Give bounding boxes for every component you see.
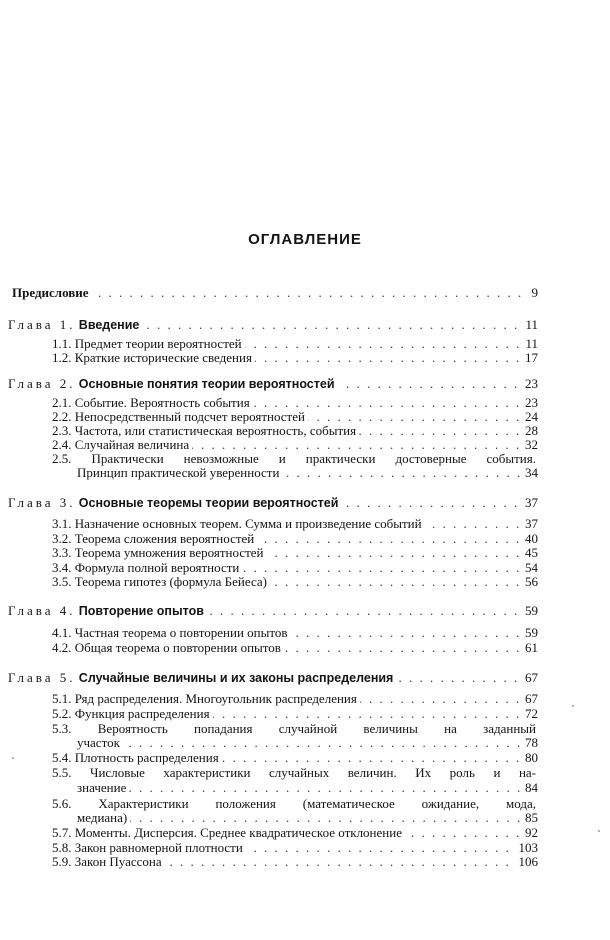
section-title: Числовые характеристики случайных величин. Их роль и на-	[90, 765, 536, 780]
toc-section[interactable]	[0, 410, 610, 424]
page-number: 23	[522, 377, 538, 391]
chapter-label: Глава 3.	[8, 495, 76, 510]
section-title: Краткие исторические сведения	[74, 350, 252, 365]
page-number: 32	[522, 438, 538, 452]
section-number: 5.5.	[52, 765, 72, 780]
page-number: 80	[522, 751, 538, 765]
section-number: 5.2.	[52, 706, 72, 721]
toc-section[interactable]	[0, 707, 610, 721]
page-number: 61	[522, 641, 538, 655]
toc-section-line-1[interactable]	[0, 797, 610, 811]
toc-section[interactable]	[0, 561, 610, 575]
page-number: 106	[516, 855, 539, 869]
page-number: 37	[522, 517, 538, 531]
page-number: 59	[522, 626, 538, 640]
page-number: 85	[522, 811, 538, 825]
toc-section[interactable]	[0, 546, 610, 560]
section-title-cont: Принцип практической уверенности	[77, 466, 282, 480]
toc-section[interactable]	[0, 826, 610, 840]
toc-section-line-2[interactable]	[0, 466, 610, 480]
leader-dots	[76, 811, 538, 825]
section-title: Характеристики положения (математическое ожидание, мода,	[98, 796, 536, 811]
section-number: 2.4.	[52, 437, 72, 452]
section-title: Ряд распределения. Многоугольник распределения	[74, 691, 357, 706]
toc-section[interactable]	[0, 438, 610, 452]
section-number: 4.2.	[52, 640, 72, 655]
section-title: Частная теорема о повторении опытов	[74, 625, 288, 640]
toc-section-line-2[interactable]	[0, 736, 610, 750]
chapter-title: Случайные величины и их законы распределения	[78, 671, 394, 685]
toc-chapter-4[interactable]	[0, 604, 610, 618]
section-title: Назначение основных теорем. Сумма и произведение событий	[74, 516, 422, 531]
page-number: 9	[529, 286, 539, 300]
section-number: 3.5.	[52, 574, 72, 589]
page-number: 28	[522, 424, 538, 438]
page-number: 24	[522, 410, 538, 424]
section-number: 2.1.	[52, 395, 72, 410]
toc-section[interactable]	[0, 751, 610, 765]
toc-chapter-2[interactable]	[0, 377, 610, 391]
section-number: 5.1.	[52, 691, 72, 706]
section-title: Функция распределения	[74, 706, 210, 721]
toc-section-line-1[interactable]	[0, 766, 610, 780]
page-number: 11	[522, 318, 538, 332]
toc-section[interactable]	[0, 641, 610, 655]
section-title-cont: значение	[77, 781, 129, 795]
toc-chapter-1[interactable]	[0, 318, 610, 332]
page-number: 84	[522, 781, 538, 795]
toc-section[interactable]	[0, 396, 610, 410]
page-number: 92	[522, 826, 538, 840]
section-number: 5.7.	[52, 825, 72, 840]
toc-section[interactable]	[0, 351, 610, 365]
section-number: 2.5.	[52, 451, 72, 466]
chapter-label: Глава 1.	[8, 317, 76, 332]
toc-section[interactable]	[0, 424, 610, 438]
toc-section[interactable]	[0, 692, 610, 706]
toc-section-line-1[interactable]	[0, 452, 610, 466]
page-number: 59	[522, 604, 538, 618]
section-title: Формула полной вероятности	[74, 560, 240, 575]
toc-chapter-3[interactable]	[0, 496, 610, 510]
chapter-label: Глава 4.	[8, 603, 76, 618]
section-title: Непосредственный подсчет вероятностей	[74, 409, 305, 424]
section-title: Моменты. Дисперсия. Среднее квадратическое отклонение	[74, 825, 402, 840]
section-number: 4.1.	[52, 625, 72, 640]
section-title: Плотность распределения	[74, 750, 219, 765]
toc-section[interactable]	[0, 517, 610, 531]
section-title-cont: медиана)	[77, 811, 130, 825]
section-title: Закон Пуассона	[74, 854, 162, 869]
page-number: 40	[522, 532, 538, 546]
page-number: 67	[522, 671, 538, 685]
page-number: 72	[522, 707, 538, 721]
scan-speck	[12, 757, 14, 759]
toc-section[interactable]	[0, 855, 610, 869]
chapter-title: Основные понятия теории вероятностей	[78, 377, 335, 391]
section-title: Частота, или статистическая вероятность, события	[74, 423, 357, 438]
section-title: Практически невозможные и практически достоверные события.	[91, 451, 536, 466]
section-number: 3.1.	[52, 516, 72, 531]
section-number: 2.2.	[52, 409, 72, 424]
page-number: 37	[522, 496, 538, 510]
chapter-title: Основные теоремы теории вероятностей	[78, 496, 339, 510]
chapter-title: Повторение опытов	[78, 604, 204, 618]
page-number: 45	[522, 546, 538, 560]
toc-section[interactable]	[0, 337, 610, 351]
toc-section-line-2[interactable]	[0, 781, 610, 795]
section-number: 5.9.	[52, 854, 72, 869]
section-title: Теорема умножения вероятностей	[74, 545, 264, 560]
page-title: ОГЛАВЛЕНИЕ	[248, 231, 362, 248]
toc-entry-preface[interactable]	[0, 286, 610, 300]
toc-chapter-5[interactable]	[0, 671, 610, 685]
section-title-cont: участок	[77, 736, 123, 750]
leader-dots	[76, 736, 538, 750]
page-number: 54	[522, 561, 538, 575]
page-number: 17	[522, 351, 538, 365]
section-number: 3.2.	[52, 531, 72, 546]
page-number: 23	[522, 396, 538, 410]
page-number: 103	[516, 841, 539, 855]
toc-section-line-1[interactable]	[0, 722, 610, 736]
page-number: 11	[522, 337, 538, 351]
page-number: 56	[522, 575, 538, 589]
preface-label: Предисловие	[12, 286, 92, 300]
toc-section[interactable]	[0, 532, 610, 546]
section-number: 3.3.	[52, 545, 72, 560]
section-number: 5.3.	[52, 721, 72, 736]
toc-section[interactable]	[0, 841, 610, 855]
section-title: Предмет теории вероятностей	[74, 336, 242, 351]
page-number: 78	[522, 736, 538, 750]
chapter-label: Глава 5.	[8, 670, 76, 685]
section-title: Вероятность попадания случайной величины на заданный	[97, 721, 536, 736]
section-number: 2.3.	[52, 423, 72, 438]
toc-section[interactable]	[0, 626, 610, 640]
leader-dots	[76, 781, 538, 795]
section-title: Событие. Вероятность события	[74, 395, 250, 410]
toc-section-line-2[interactable]	[0, 811, 610, 825]
section-number: 5.8.	[52, 840, 72, 855]
section-title: Случайная величина	[74, 437, 190, 452]
section-number: 5.4.	[52, 750, 72, 765]
scan-speck	[572, 705, 574, 707]
chapter-title: Введение	[78, 318, 140, 332]
section-number: 5.6.	[52, 796, 72, 811]
section-number: 1.1.	[52, 336, 72, 351]
chapter-label: Глава 2.	[8, 376, 76, 391]
section-title: Теорема сложения вероятностей	[74, 531, 255, 546]
section-number: 3.4.	[52, 560, 72, 575]
scan-speck	[598, 830, 600, 832]
section-title: Общая теорема о повторении опытов	[74, 640, 281, 655]
section-number: 1.2.	[52, 350, 72, 365]
page-number: 67	[522, 692, 538, 706]
section-title: Теорема гипотез (формула Бейеса)	[74, 574, 267, 589]
leader-dots	[14, 286, 538, 300]
toc-section[interactable]	[0, 575, 610, 589]
page-number: 34	[522, 466, 538, 480]
section-title: Закон равномерной плотности	[74, 840, 243, 855]
